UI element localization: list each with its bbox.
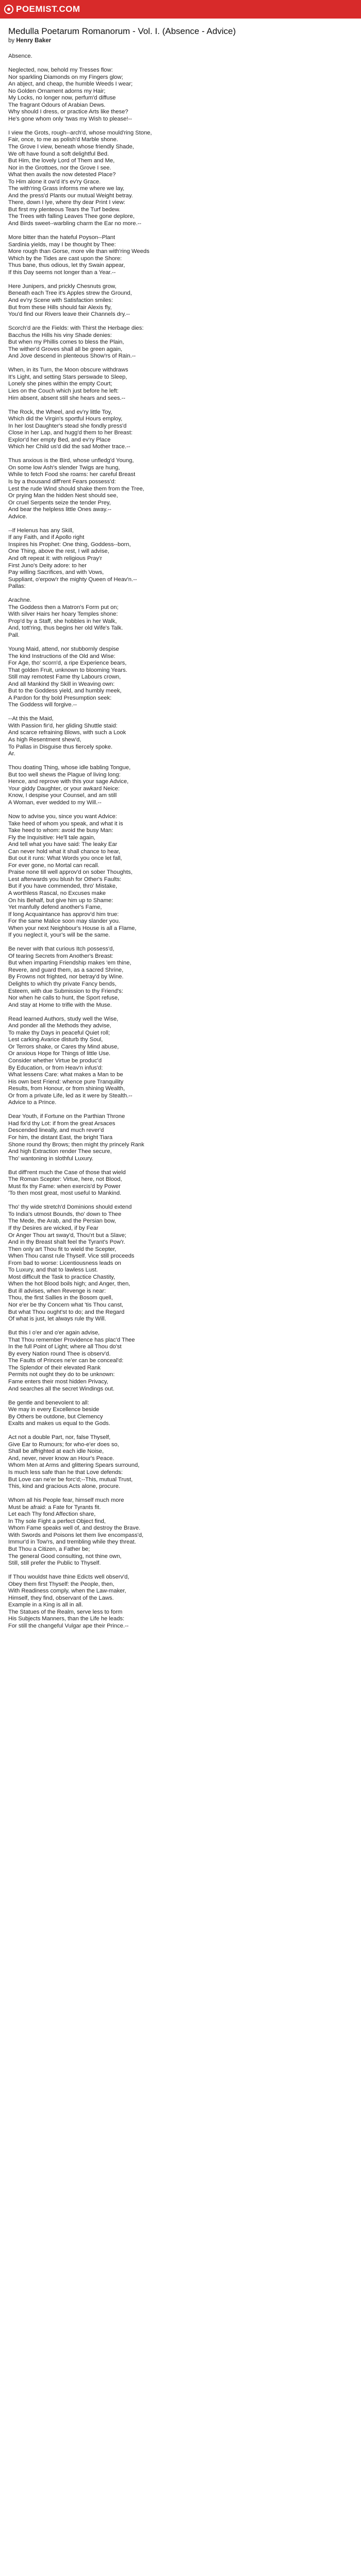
poem-line: And ev'ry Scene with Satisfaction smiles:: [8, 297, 113, 303]
poem-line: Thou, the first Sallies in the Bosom quell,: [8, 1295, 113, 1301]
poem-line: But Thou a Citizen, a Father be;: [8, 1546, 90, 1552]
poem-line: The Mede, the Arab, and the Persian bow,: [8, 1218, 116, 1225]
stanza: [8, 1400, 353, 1428]
poem-line: The kind Instructions of the Old and Wise:: [8, 653, 116, 659]
poem-line: But to the Goddess yield, and humbly meek,: [8, 688, 122, 694]
poem-line: Obey them first Thyself: the People, then,: [8, 1581, 114, 1587]
poem-line: Ar.: [8, 751, 15, 757]
stanza: [8, 765, 353, 806]
poem-line: No Golden Ornament adorns my Hair;: [8, 88, 106, 94]
poem-line: The Goddess will forgive.--: [8, 702, 77, 708]
poem-line: Delights to which thy private Fancy bends,: [8, 981, 117, 988]
poem-line: But too well shews the Plague of living long:: [8, 771, 121, 778]
poem-line: Thus bane, thus odious, let thy Swain appear,: [8, 262, 125, 269]
poem-line: A Woman, ever wedded to my Will.--: [8, 799, 102, 806]
poem-line: Advice to a Prince.: [8, 1099, 57, 1106]
poem-line: With silver Hairs her hoary Temples shone:: [8, 611, 118, 618]
poem-title: Medulla Poetarum Romanorum - Vol. I. (Absence - Advice): [8, 26, 236, 36]
poem-line: For ever gone, no Mortal can recall.: [8, 862, 100, 869]
poem-body: [8, 53, 353, 1630]
poem-line: And ponder all the Methods they advise,: [8, 1023, 111, 1029]
poem-line: If any Faith, and if Apollo right: [8, 534, 85, 541]
poem-line: When Thou canst rule Thyself. Vice still proceeds: [8, 1253, 135, 1260]
poem-line: Whom all his People fear, himself much more: [8, 1497, 124, 1504]
poem-line: Must be afraid: a Fate for Tyrants fit.: [8, 1504, 101, 1511]
poem-line: First Juno's Deity adore: to her: [8, 562, 87, 569]
poem-line: By every Nation round Thee is observ'd.: [8, 1350, 111, 1357]
poem-line: The general Good consulting, not thine own,: [8, 1553, 122, 1560]
poem-line: Or from a private Life, led as it were by Stealth.--: [8, 1092, 133, 1099]
poem-line: To make thy Days in peaceful Quiet roll;: [8, 1029, 110, 1036]
poem-line: Whom Men at Arms and glittering Spears surround,: [8, 1462, 140, 1469]
poem-line: With Readiness comply, when the Law-maker,: [8, 1588, 126, 1595]
poem-line: Explor'd her empty Bed, and ev'ry Place: [8, 436, 111, 443]
poem-line: Is much less safe than he that Love defends:: [8, 1469, 123, 1476]
stanza: [8, 1016, 353, 1107]
stanza: [8, 1497, 353, 1567]
poem-line: For the same Malice soon may slander you.: [8, 918, 121, 925]
poem-line: By Frowns not frighted, nor betray'd by Wine.: [8, 974, 124, 980]
poem-line: Descended lineally, and much rever'd: [8, 1127, 104, 1134]
poem-line: Which did the Virgin's sportful Hours employ,: [8, 416, 123, 422]
author-name[interactable]: Henry Baker: [16, 38, 52, 44]
poem-line: Close in her Lap, and hugg'd them to her Breast:: [8, 430, 133, 436]
poem-line: Had fix'd thy Lot: if from the great Arsaces: [8, 1120, 116, 1127]
poem-line: Which by the Tides are cast upon the Shore:: [8, 255, 122, 262]
poem-line: Let each Thy fond Affection share,: [8, 1511, 96, 1518]
poem-line: Or prying Man the hidden Nest should see,: [8, 493, 118, 499]
poem-line: The Roman Scepter: Virtue, here, not Blood,: [8, 1176, 122, 1183]
poem-line: But from these Hills should fair Alexis fly,: [8, 304, 112, 311]
poem-line: Can never hold what it shall chance to hear,: [8, 848, 121, 855]
stanza: [8, 1170, 353, 1197]
poem-line: Which her Child us'd did the sad Mother trace.--: [8, 444, 130, 450]
poem-line: Tho' wantoning in slothful Luxury.: [8, 1155, 93, 1162]
poem-line: With Swords and Poisons let them live encompass'd,: [8, 1532, 144, 1538]
poem-line: Or Anger Thou art sway'd, Thou'rt but a Slave;: [8, 1232, 126, 1239]
poem-line: To Pallas in Disguise thus fiercely spoke.: [8, 743, 113, 750]
poem-line: Sardinia yields, may I be thought by Thee:: [8, 241, 116, 248]
poem-line: Hence, and reprove with this your sage Advice,: [8, 778, 129, 785]
poem-line: Nor sparkling Diamonds on my Fingers glow;: [8, 74, 123, 80]
poem-line: This, kind and gracious Acts alone, procure.: [8, 1483, 121, 1490]
poem-line: Example in a King is all in all.: [8, 1602, 83, 1608]
poem-line: But Love can ne'er be forc'd;--This, mutual Trust,: [8, 1476, 133, 1483]
poem-line: The with'ring Grass informs me where we lay,: [8, 185, 125, 192]
poem-line: Exalts and makes us equal to the Gods.: [8, 1420, 110, 1427]
stanza: [8, 1330, 353, 1393]
poem-line: When your next Neighbour's House is all a Flame,: [8, 925, 137, 931]
stanza: [8, 528, 353, 590]
poem-author: [8, 38, 353, 44]
stanza: [8, 283, 353, 318]
poem-line: To Him alone it ow'd it's ev'ry Grace.: [8, 178, 101, 185]
poem-line: Or Terrors shake, or Cares thy Mind abuse,: [8, 1043, 119, 1050]
poem-line: The Trees with falling Leaves Thee gone deplore,: [8, 213, 135, 220]
poem-line: Shone round thy Brows; then might thy princely Rank: [8, 1141, 144, 1148]
poem-line: What lessens Care: what makes a Man to be: [8, 1072, 123, 1078]
poem-line: In her lost Daughter's stead she fondly press'd: [8, 422, 127, 429]
poem-line: Permits not ought they do to be unknown:: [8, 1371, 115, 1378]
poem-line: In Thy sole Fight a perfect Object find,: [8, 1518, 106, 1524]
poem-line: Revere, and guard them, as a sacred Shrine,: [8, 967, 124, 973]
poem-line: Immur'd in Tow'rs, and trembling while they threat.: [8, 1539, 136, 1546]
poem-line: From bad to worse: Licentiousness leads on: [8, 1260, 121, 1266]
poem-line: Beneath each Tree it's Apples strew the Ground,: [8, 290, 132, 297]
poem-line: For still the changeful Vulgar ape their Prince.--: [8, 1622, 129, 1629]
poem-line: The Rock, the Wheel, and ev'ry little Toy,: [8, 409, 112, 415]
poem-line: Be gentle and benevolent to all:: [8, 1399, 89, 1406]
poem-line: On some low Ash's slender Twigs are hung,: [8, 464, 120, 471]
poem-line: More rough than Gorse, more vile than with'ring Weeds: [8, 248, 150, 255]
poem-line: Him absent, absent still she hears and sees.--: [8, 395, 125, 401]
poem-line: Of what is just, let always rule thy Will.: [8, 1316, 106, 1323]
poem-line: Absence.: [8, 53, 32, 59]
poem-line: Pall.: [8, 632, 20, 638]
poem-line: Your giddy Daughter, or your awkard Neice:: [8, 785, 120, 792]
poem-line: Lest afterwards you blush for Other's Faults:: [8, 876, 122, 883]
poem-line: That Thou remember Providence has plac'd Thee: [8, 1336, 135, 1343]
poem-line: Take heed to whom: avoid the busy Man:: [8, 827, 113, 834]
poem-line: But first my plenteous Tears the Turf bedew.: [8, 206, 121, 213]
poem-line: Still may remotest Fame thy Labours crown,: [8, 674, 121, 681]
stanza: [8, 1574, 353, 1630]
poem-line: What then avails the now detested Place?: [8, 172, 116, 178]
poem-line: And high Extraction render Thee secure,: [8, 1148, 112, 1155]
poem-line: Advice.: [8, 513, 27, 520]
poem-line: And in thy Breast shalt feel the Tyrant's Pow'r.: [8, 1239, 125, 1246]
stanza: [8, 946, 353, 1009]
poem-line: And the press'd Plants our mutual Weight betray.: [8, 192, 133, 199]
poem-line: Whom Fame speaks well of, and destroy the Brave.: [8, 1525, 141, 1532]
logo-icon: [4, 5, 13, 14]
poem-line: Prop'd by a Staff, she hobbles in her Walk,: [8, 618, 117, 624]
poem-line: In the full Point of Light; where all Thou do'st: [8, 1344, 122, 1350]
poem-line: Lest the rude Wind should shake them from the Tree,: [8, 485, 144, 492]
poem-line: Praise none till well approv'd on sober Thoughts,: [8, 869, 133, 876]
poem-line: And scarce refraining Blows, with such a Look: [8, 730, 126, 736]
poem-line: Pay willing Sacrifices, and with Vows,: [8, 569, 104, 576]
poem-line: Young Maid, attend, nor stubbornly despise: [8, 646, 119, 652]
site-logo[interactable]: [4, 4, 80, 14]
poem-line: Take heed of whom you speak, and what it is: [8, 820, 123, 827]
poem-line: Must fix thy Fame: when exercis'd by Power: [8, 1183, 121, 1190]
stanza: [8, 409, 353, 451]
poem-line: Most difficult the Task to practice Chastity,: [8, 1274, 116, 1280]
poem-line: --At this the Maid,: [8, 716, 54, 722]
poem-line: He's gone whom only 'twas my Wish to please!--: [8, 115, 132, 122]
poem-line: Bacchus the Hills his viny Shade denies:: [8, 332, 112, 338]
poem-line: One Thing, above the rest, I will advise,: [8, 548, 109, 555]
poem-line: Is by a thousand diff'rent Fears possess'd:: [8, 478, 116, 485]
site-header: [0, 0, 361, 19]
poem-line: Why should I dress, or practice Arts like these?: [8, 109, 128, 115]
stanza: [8, 1434, 353, 1490]
poem-line: Nor e'er be thy Concern what 'tis Thou canst,: [8, 1302, 123, 1308]
poem-line: Suppliant, o'erpow'r the mighty Queen of Heav'n.--: [8, 576, 137, 583]
stanza: [8, 457, 353, 520]
poem-container: [0, 19, 361, 1630]
poem-line: If thy Desires are wicked, if by Fear: [8, 1225, 99, 1231]
poem-line: It's Light, and setting Stars perswade to Sleep,: [8, 374, 127, 380]
poem-line: Know, I despise your Counsel, and am still: [8, 792, 117, 799]
poem-line: Neglected, now, behold my Tresses flow:: [8, 67, 113, 74]
poem-line: With Passion fir'd, her gliding Shuttle staid:: [8, 722, 118, 729]
poem-line: On his Behalf, but give him up to Shame:: [8, 897, 113, 904]
poem-line: As high Resentment shew'd,: [8, 737, 81, 743]
poem-line: But when imparting Friendship makes 'em thine,: [8, 960, 132, 967]
poem-line: Nor when he calls to hunt, the Sport refuse,: [8, 995, 120, 1002]
poem-line: The Faults of Princes ne'er can be conceal'd:: [8, 1358, 124, 1364]
poem-line: Yet manfully defend another's Fame,: [8, 904, 102, 911]
poem-line: Tho' thy wide stretch'd Dominions should extend: [8, 1204, 132, 1211]
poem-line: And, never, never know an Hour's Peace.: [8, 1455, 114, 1462]
poem-line: You'd find our Rivers leave their Channels dry.--: [8, 311, 130, 318]
poem-line: A Pardon for thy bold Presumption seek:: [8, 694, 112, 701]
poem-line: But what Thou ought'st to do; and the Regard: [8, 1309, 125, 1315]
poem-line: That golden Fruit, unknown to blooming Years.: [8, 667, 127, 673]
poem-line: Then only art Thou fit to wield the Scepter,: [8, 1246, 117, 1252]
poem-line: Or cruel Serpents seize the tender Prey,: [8, 499, 111, 506]
stanza: [8, 814, 353, 939]
poem-line: Esteem, with due Submission to thy Friend's:: [8, 988, 123, 994]
poem-line: Himself, they find, observant of the Laws.: [8, 1595, 114, 1601]
poem-line: His own best Friend: whence pure Tranquility: [8, 1078, 124, 1085]
poem-line: But diff'rent much the Case of those that wield: [8, 1169, 126, 1176]
poem-line: And bear the helpless little Ones away.--: [8, 506, 112, 513]
poem-line: But if you have commended, thro' Mistake,: [8, 883, 118, 890]
stanza: [8, 1204, 353, 1323]
poem-line: Consider whether Virtue be produc'd: [8, 1058, 102, 1064]
poem-line: If this Day seems not longer than a Year.--: [8, 269, 116, 276]
logo-text: POEMIST.COM: [16, 4, 80, 14]
poem-line: And, tott'ring, thus begins her old Wife's Talk.: [8, 625, 123, 632]
poem-line: The Statues of the Realm, serve less to form: [8, 1608, 123, 1615]
poem-line: Thus anxious is the Bird, whose unfledg'd Young,: [8, 457, 134, 464]
poem-line: Arachne.: [8, 597, 31, 604]
poem-line: While to fetch Food she roams: her careful Breast: [8, 471, 136, 478]
stanza: [8, 367, 353, 402]
poem-line: Of tearing Secrets from Another's Breast:: [8, 953, 113, 959]
poem-line: And tell what you have said: The leaky Ear: [8, 841, 118, 848]
poem-line: But out it runs: What Words you once let fall,: [8, 855, 122, 862]
poem-line: The Goddess then a Matron's Form put on;: [8, 604, 119, 611]
poem-line: My Locks, no longer now, perfum'd diffuse: [8, 95, 116, 101]
poem-line: If long Acquaintance has approv'd him true:: [8, 911, 119, 918]
poem-line: Pallas:: [8, 583, 26, 590]
poem-line: The fragrant Odours of Arabian Dews.: [8, 101, 106, 108]
poem-line: --If Helenus has any Skill,: [8, 527, 74, 534]
poem-line: A worthless Rascal, no Excuses make: [8, 890, 106, 896]
poem-line: Give Ear to Rumours; for who-e'er does so,: [8, 1441, 119, 1448]
poem-line: Results, from Honour, or from shining Wealth,: [8, 1086, 125, 1092]
poem-line: And oft repeat it: with religious Pray'r: [8, 555, 102, 562]
poem-line: Now to advise you, since you want Advice:: [8, 813, 117, 820]
poem-line: Shall be affrighted at each idle Noise,: [8, 1448, 104, 1455]
poem-line: Still, still prefer the Public to Thyself.: [8, 1560, 101, 1567]
poem-line: More bitter than the hateful Poyson--Plant: [8, 234, 116, 241]
poem-line: Lest carking Avarice disturb thy Soul,: [8, 1037, 103, 1043]
poem-line: Act not a double Part, nor, false Thyself,: [8, 1434, 111, 1441]
stanza: [8, 325, 353, 360]
poem-line: To India's utmost Bounds, tho' down to Thee: [8, 1211, 122, 1217]
poem-line: Be never with that curious Itch possess'd,: [8, 946, 114, 953]
stanza: [8, 646, 353, 709]
poem-line: But Him, the lovely Lord of Them and Me,: [8, 158, 115, 164]
poem-line: For Age, tho' scorn'd, a ripe Experience bears,: [8, 660, 127, 667]
poem-line: I view the Grots, rough--arch'd, whose mould'ring Stone,: [8, 129, 152, 136]
poem-line: We may in every Excellence beside: [8, 1406, 100, 1413]
poem-line: Inspires his Prophet: One thing, Goddess--born,: [8, 541, 131, 548]
stanza: [8, 67, 353, 123]
stanza: [8, 597, 353, 639]
poem-line: When, in its Turn, the Moon obscure withdraws: [8, 367, 128, 374]
poem-line: Nor in the Grottoes, nor the Grove I see.: [8, 164, 111, 171]
poem-line: Dear Youth, if Fortune on the Parthian Throne: [8, 1113, 125, 1120]
poem-line: Read learned Authors, study well the Wise,: [8, 1015, 119, 1022]
poem-line: Lonely she pines within the empty Court;: [8, 381, 112, 387]
poem-line: There, down I lye, where thy dear Print I view:: [8, 199, 125, 206]
author-prefix: by: [8, 38, 15, 44]
poem-line: And Jove descend in plenteous Show'rs of Rain.--: [8, 353, 136, 360]
poem-line: If Thou wouldst have thine Edicts well observ'd,: [8, 1574, 129, 1581]
poem-line: Lies on the Couch which just before he left:: [8, 387, 119, 394]
poem-line: Fame enters their most hidden Privacy,: [8, 1378, 108, 1385]
stanza: [8, 234, 353, 276]
poem-line: And searches all the secret Windings out.: [8, 1385, 114, 1392]
poem-line: To Luxury, and that to lawless Lust.: [8, 1267, 98, 1274]
stanza: [8, 53, 353, 60]
stanza: [8, 130, 353, 228]
poem-line: We oft have found a soft delightful Bed.: [8, 150, 109, 157]
poem-line: His Subjects Manners, than the Life he leads:: [8, 1616, 125, 1622]
poem-line: Scorch'd are the Fields: with Thirst the Herbage dies:: [8, 325, 144, 332]
poem-line: But this I o'er and o'er again advise,: [8, 1330, 100, 1336]
poem-line: But ill advises, when Revenge is near:: [8, 1287, 106, 1294]
poem-line: An abject, and cheap, the humble Weeds I wear;: [8, 81, 133, 88]
poem-line: The Grove I view, beneath whose friendly Shade,: [8, 144, 134, 150]
poem-line: Thou doating Thing, whose idle babling Tongue,: [8, 765, 131, 771]
poem-line: The wither'd Groves shall all be green again,: [8, 346, 123, 352]
poem-line: But when my Phillis comes to bless the Plain,: [8, 339, 124, 346]
poem-line: By Others be outdone, but Clemency: [8, 1413, 103, 1420]
poem-line: And Birds sweet--warbling charm the Ear no more.--: [8, 221, 142, 227]
poem-line: 'To then most great, most useful to Mankind.: [8, 1190, 122, 1197]
poem-line: Fair, once, to me as polish'd Marble shone.: [8, 137, 118, 143]
poem-line: Or anxious Hope for Things of little Use.: [8, 1050, 111, 1057]
poem-line: And all Mankind thy Skill in Weaving own:: [8, 681, 115, 687]
poem-line: And stay at Home to trifle with the Muse.: [8, 1002, 112, 1008]
poem-line: If you neglect it, your's will be the same.: [8, 932, 110, 939]
stanza: [8, 1113, 353, 1162]
poem-line: Fly the Inquisitive: He'll tale again,: [8, 834, 95, 841]
poem-line: The Splendor of their elevated Rank: [8, 1364, 101, 1371]
poem-line: For him, the distant East, the bright Tiara: [8, 1134, 113, 1141]
poem-line: By Education, or from Heav'n infus'd:: [8, 1064, 103, 1071]
poem-line: When the hot Blood boils high; and Anger, then,: [8, 1281, 130, 1287]
stanza: [8, 716, 353, 757]
poem-line: Here Junipers, and prickly Chesnuts grow,: [8, 283, 117, 290]
